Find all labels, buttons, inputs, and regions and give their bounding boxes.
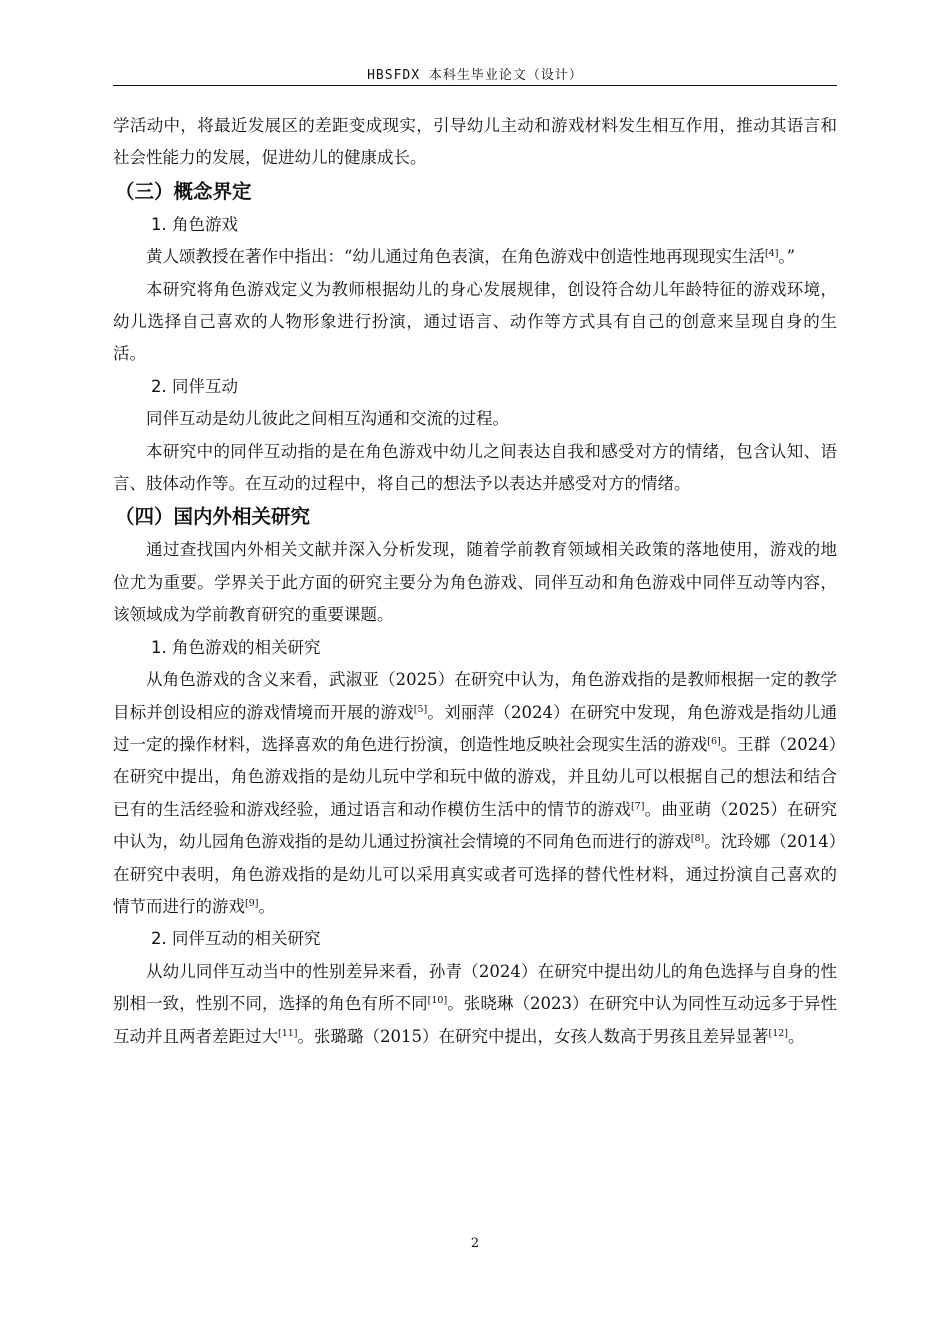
paragraph-continuation: 学活动中，将最近发展区的差距变成现实，引导幼儿主动和游戏材料发生相互作用，推动其语言和社会性能力的发展，促进幼儿的健康成长。 xyxy=(113,116,837,168)
citation-8: [8] xyxy=(690,833,705,845)
page-number: 2 xyxy=(470,1236,480,1251)
subheading-role-game: 1. 角色游戏 xyxy=(151,214,238,234)
text-run: 。 xyxy=(788,1026,805,1046)
quote-end: 。” xyxy=(778,247,796,267)
text-run: 。 xyxy=(258,896,275,916)
subheading-peer-interaction: 2. 同伴互动 xyxy=(151,376,238,396)
citation-12: [12] xyxy=(768,1027,789,1039)
paragraph-role-definition: 本研究将角色游戏定义为教师根据幼儿的身心发展规律，创设符合幼儿年龄特征的游戏环境，幼儿选择自己喜欢的人物形象进行扮演，通过语言、动作等方式具有自己的创意来呈现自身的生活。 xyxy=(113,279,837,364)
page-body xyxy=(113,110,837,1053)
citation-7: [7] xyxy=(630,800,645,812)
citation-6: [6] xyxy=(707,735,721,747)
text-run: 。刘丽萍（2024）在研究中发现，角色游戏是指幼儿通过一定的操作材料，选择喜欢的角色进行扮演，创造性地反映社会现实生活的游戏 xyxy=(113,702,837,754)
text-run: 从幼儿同伴互动当中的性别差异来看，孙青（2024）在研究中提出幼儿的角色选择与自身的性别相一致，性别不同，选择的角色有所不同 xyxy=(113,961,837,1014)
text-run: 从角色游戏的含义来看，武淑亚（2025）在研究中认为，角色游戏指的是教师根据一定的教学目标并创设相应的游戏情境而开展的游戏 xyxy=(113,670,837,722)
text-run: 。张晓琳（2023）在研究中认为同性互动远多于异性互动并且两者差距过大 xyxy=(113,994,837,1046)
quote-text: 黄人颂教授在著作中指出：“幼儿通过角色表演，在角色游戏中创造性地再现现实生活 xyxy=(146,247,765,267)
citation-11: [11] xyxy=(278,1027,298,1039)
citation-10: [10] xyxy=(427,995,448,1007)
subheading-role-game-research: 1. 角色游戏的相关研究 xyxy=(151,637,321,657)
paragraph-peer-research xyxy=(113,956,837,1053)
paragraph-research-overview: 通过查找国内外相关文献并深入分析发现，随着学前教育领域相关政策的落地使用，游戏的地位尤为重要。学界关于此方面的研究主要分为角色游戏、同伴互动和角色游戏中同伴互动等内容，该领域成为学前教育研究的重要课题。 xyxy=(113,540,837,625)
header-rule xyxy=(113,85,837,86)
text-run: 。张璐璐（2015）在研究中提出，女孩人数高于男孩且差异显著 xyxy=(297,1026,769,1046)
subheading-peer-research: 2. 同伴互动的相关研究 xyxy=(151,929,321,949)
citation-9: [9] xyxy=(245,897,259,909)
text-run: 。沈玲娜（2014）在研究中表明，角色游戏指的是幼儿可以采用真实或者可选择的替代性材料，通过扮演自己喜欢的情节而进行的游戏 xyxy=(113,832,837,916)
text-run: 。王群（2024）在研究中提出，角色游戏指的是幼儿玩中学和玩中做的游戏，并且幼儿可以根据自己的想法和结合已有的生活经验和游戏经验，通过语言和动作模仿生活中的情节的游戏 xyxy=(113,734,838,819)
paragraph-peer-1: 同伴互动是幼儿彼此之间相互沟通和交流的过程。 xyxy=(146,409,509,429)
citation-4: [4] xyxy=(764,248,779,260)
section-heading-research: （四）国内外相关研究 xyxy=(115,505,311,529)
text-run: 。曲亚萌（2025）在研究中认为，幼儿园角色游戏指的是幼儿通过扮演社会情境的不同角色而进行的游戏 xyxy=(113,799,837,852)
paragraph-huang-quote xyxy=(113,241,837,273)
section-heading-concepts: （三）概念界定 xyxy=(115,179,252,203)
paragraph-peer-2: 本研究中的同伴互动指的是在角色游戏中幼儿之间表达自我和感受对方的情绪，包含认知、语言、肢体动作等。在互动的过程中，将自己的想法予以表达并感受对方的情绪。 xyxy=(113,441,837,494)
page-header: HBSFDX 本科生毕业论文（设计） xyxy=(367,68,583,83)
citation-5: [5] xyxy=(413,703,428,715)
paragraph-role-game-research xyxy=(113,664,837,923)
